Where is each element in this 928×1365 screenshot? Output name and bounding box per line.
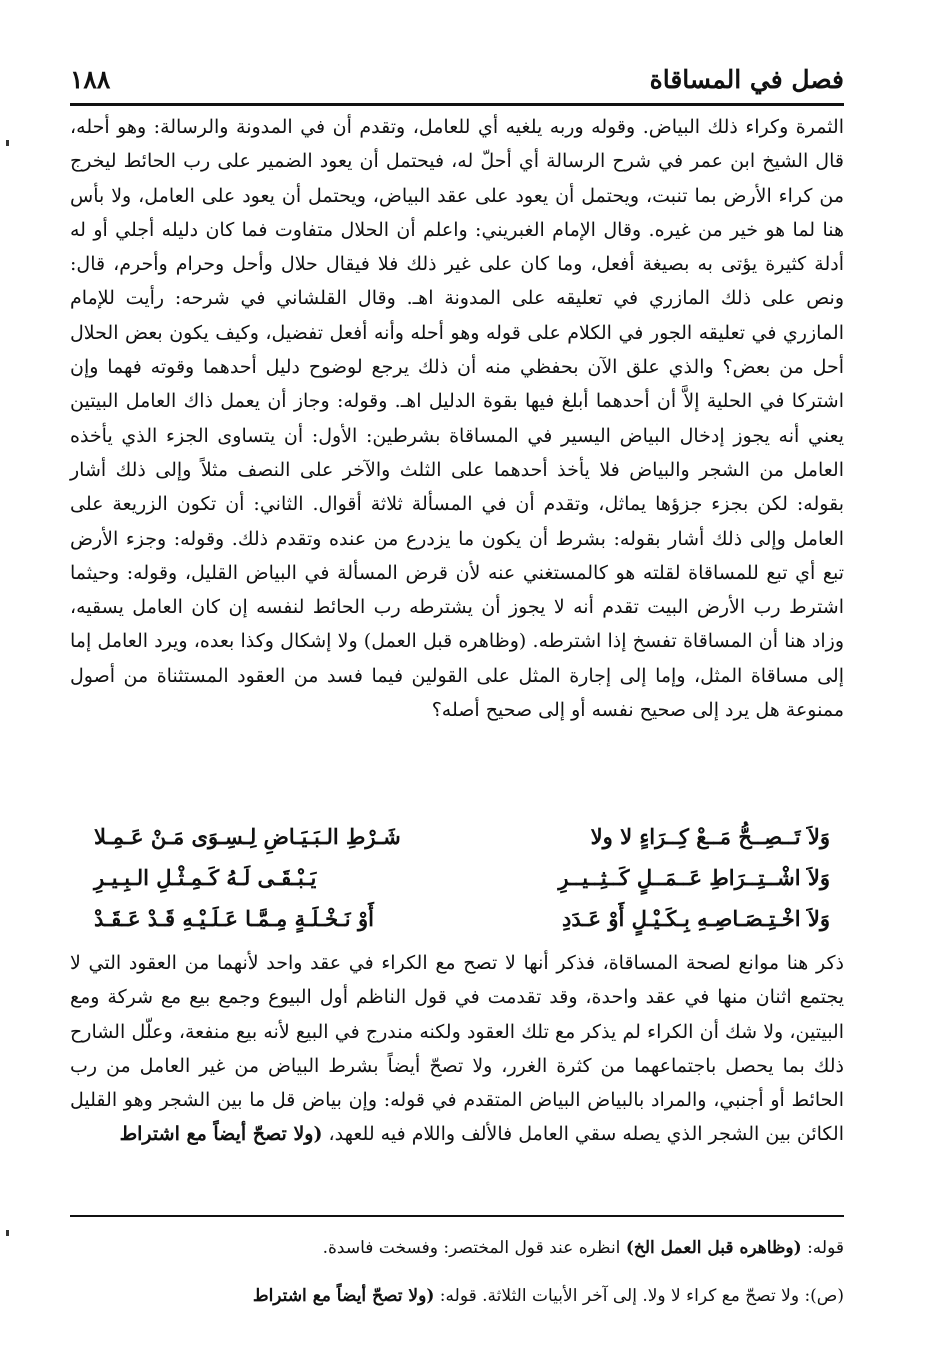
main-text-block-2 (70, 946, 844, 1152)
page-number: ١٨٨ (70, 64, 111, 94)
footnotes (70, 1228, 844, 1316)
paragraph-commentary-2 (70, 946, 844, 1152)
verse-1-second-hemistich: شَـرْطِ الـبَـيَـاضِ لِـسِـوَى مَـنْ عَـمِـلا (94, 824, 401, 849)
footnote-divider (70, 1215, 844, 1217)
footnote-2-bold: (ولا تصحّ أيضاً مع اشتراط (252, 1286, 435, 1306)
running-title: فصل في المساقاة (649, 64, 844, 94)
paragraph-commentary-1: الثمرة وكراء ذلك البياض. وقوله وربه يلغيه أي للعامل، وتقدم أن في المدونة والرسالة: وهو أحله، قال الشيخ ابن عمر في شرح الرسالة أي أحلّ له، فيحتمل أن يعود الضمير على رب الحائط ليخرج من كراء الأرض بما تنبت، ويحتمل أن يعود على عقد البياض، ويحتمل أن يعود على العامل، ولا بأس هنا لما هو خير من غيره. وقال الإمام الغبريني: واعلم أن الحلال متفاوت فما كان دليله أجلي أو له أدلة كثيرة يؤتى به بصيغة أفعل، وما كان على غير ذلك فلا فيقال حلال وأحل وحرام وأحرم، قال: ونص على ذلك المازري في تعليقه على المدونة اهـ. وقال القلشاني في شرحه: رأيت للإمام المازري في تعليقه الجور في الكلام على قوله وهو أحله وأنه أفعل تفضيل، وكيف يكون بعض الحلال أحل من بعض؟ والذي علق الآن بحفظي منه أن ذلك يرجع لوضوح دليل أحدهما وقوته فهما وإن اشتركا في الحلية إلاَّ أن أحدهما أبلغ فيها بقوة الدليل اهـ. وقوله: وجاز أن يعمل ذاك العامل البيتين يعني أنه يجوز إدخال البياض اليسير في المساقاة بشرطين: الأول: أن يتساوى الجزء الذي يأخذه العامل من الشجر والبياض فلا يأخذ أحدهما على الثلث والآخر على النصف مثلاً وإلى ذلك أشار بقوله: لكن بجزء جزؤها يماثل، وتقدم أن في المسألة ثلاثة أقوال. الثاني: أن تكون الزريعة على العامل وإلى ذلك أشار بقوله: بشرط أن يكون ما يزدرع من عنده وتقدم ذلك. وقوله: وجزء الأرض تبع أي تبع للمساقاة لقلته هو كالمستغني عنه لأن قرض المسألة في البياض القليل، وقوله: وحيثما اشترط رب الأرض البيت تقدم أنه لا يجوز أن يشترطه رب الحائط لنفسه إن كان العامل يسقيه، وزاد هنا أن المساقاة تفسخ إذا اشترطه. (وظاهره قبل العمل) ولا إشكال وكذا بعده، ويرد العامل إما إلى مساقاة المثل، وإما إلى إجارة المثل على القولين فيما فسد من العقود المستثناة من أصول ممنوعة هل يرد إلى صحيح نفسه أو إلى صحيح أصله؟ (70, 116, 844, 722)
footnote-1 (70, 1228, 844, 1268)
footnote-1-text: انظره عند قول المختصر: وفسخت فاسدة. (322, 1238, 621, 1258)
scan-edge-mark (6, 140, 9, 146)
footnote-1-bold: (وظاهره قبل العمل الخ) (625, 1238, 802, 1258)
verse-1-first-hemistich: وَلاَ تَــصِــحُّ مَــعْ كِــرَاءٍ لا ولا (590, 824, 830, 849)
page-header (70, 56, 844, 102)
verse-line-2 (70, 857, 844, 898)
poem-verses (70, 816, 844, 939)
main-text-block-1 (70, 110, 844, 727)
verse-2-second-hemistich: يَـبْـقَـى لَـهُ كَـمِـثْـلِ الـبِـيـرِ (94, 865, 317, 890)
header-divider (70, 103, 844, 106)
verse-3-first-hemistich: وَلاَ اخْـتِـصَـاصِـهِ بِـكَـيْـلٍ أَوْ عَـدَدِ (562, 906, 830, 931)
footnote-2 (70, 1276, 844, 1316)
paragraph-2-text: ذكر هنا موانع لصحة المساقاة، فذكر أنها لا تصح مع الكراء في عقد واحد لأنهما من العقود التي لا يجتمع اثنان منها في عقد واحدة، وقد تقدمت في قول الناظم أول البيوع وجمع بيع مع شركة ومع البيتين، ولا شك أن الكراء لم يذكر مع تلك العقود ولكنه مندرج في البيع لأنه بيع منفعة، وعلّل الشارح ذلك بما يحصل باجتماعهما من كثرة الغرر، ولا تصحّ أيضاً بشرط البياض من غير العامل من رب الحائط أو أجنبي، والمراد بالبياض البياض المتقدم في قوله: وإن بياض قل ما بين الشجر وهو القليل الكائن بين الشجر الذي يصله سقي العامل فالألف واللام فيه للعهد، (70, 952, 844, 1146)
verse-line-1 (70, 816, 844, 857)
paragraph-2-bold-tail: (ولا تصحّ أيضاً مع اشتراط (119, 1123, 323, 1146)
verse-2-first-hemistich: وَلاَ اشْــتِــرَاطِ عَــمَــلٍ كَــثِــيــرِ (558, 865, 830, 890)
footnote-1-prefix: قوله: (807, 1238, 844, 1258)
verse-line-3 (70, 898, 844, 939)
verse-3-second-hemistich: أَوْ نَـخْـلَـةٍ مِـمَّـا عَـلَـيْـهِ قَـدْ عَـقَـدْ (94, 906, 374, 931)
scan-edge-mark (6, 1230, 9, 1236)
footnote-2-text: (ص): ولا تصحّ مع كراء لا ولا. إلى آخر الأبيات الثلاثة. قوله: (439, 1286, 844, 1306)
